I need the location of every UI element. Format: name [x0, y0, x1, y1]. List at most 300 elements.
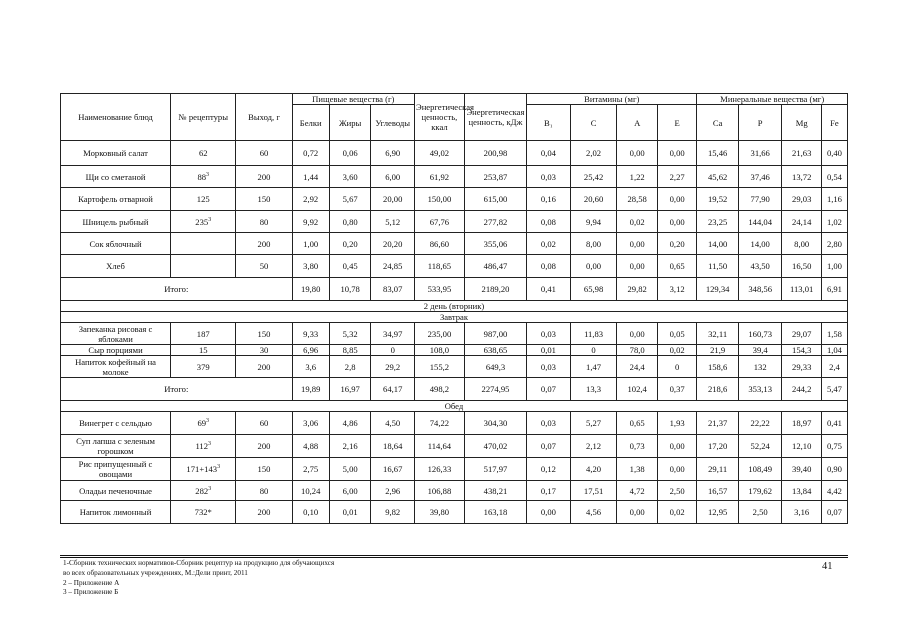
carbs-value: 20,20 — [371, 233, 415, 255]
total-row — [61, 378, 848, 401]
vit-e-value: 0,02 — [657, 501, 696, 524]
energy-kj-value: 163,18 — [464, 501, 526, 524]
protein-value: 9,33 — [292, 323, 329, 345]
recipe-number: $235^3$ — [171, 211, 236, 233]
min-p-value: 77,90 — [738, 188, 782, 211]
header-recipe-number: № рецептуры — [171, 94, 236, 141]
vit-b1-value: 0,03 — [527, 166, 571, 188]
header-carbs: Углеводы — [371, 105, 415, 141]
yield-value: 30 — [236, 345, 292, 356]
vit-b1-value: 0,16 — [527, 188, 571, 211]
total-energy-kj: 2189,20 — [464, 278, 526, 301]
vit-c-value: 2,12 — [570, 435, 617, 458]
min-mg-value: 29,07 — [782, 323, 821, 345]
min-p-value: 22,22 — [738, 412, 782, 435]
footnote-3: 3 – Приложение Б — [63, 588, 119, 597]
vit-a-value: 0,00 — [617, 233, 657, 255]
fat-value: 3,60 — [329, 166, 371, 188]
total-vit-e: 3,12 — [657, 278, 696, 301]
fat-value: 0,06 — [329, 141, 371, 166]
total-min-ca: 218,6 — [697, 378, 739, 401]
vit-b1-value: 0,07 — [527, 435, 571, 458]
vit-a-value: 4,72 — [617, 481, 657, 501]
energy-kj-value: 438,21 — [464, 481, 526, 501]
dish-name: Винегрет с сельдью — [61, 412, 171, 435]
yield-value: 60 — [236, 412, 292, 435]
header-min-fe: Fe — [821, 105, 847, 141]
energy-kcal-value: 235,00 — [415, 323, 465, 345]
total-energy-kcal: 498,2 — [415, 378, 465, 401]
total-carbs: 83,07 — [371, 278, 415, 301]
header-min-ca: Ca — [697, 105, 739, 141]
fat-value: 4,86 — [329, 412, 371, 435]
yield-value: 60 — [236, 141, 292, 166]
header-energy-kcal: Энергетическая ценность, ккал — [415, 94, 465, 141]
vit-b1-value: 0,03 — [527, 323, 571, 345]
vit-e-value: 2,27 — [657, 166, 696, 188]
yield-value: 200 — [236, 166, 292, 188]
vit-e-value: 1,93 — [657, 412, 696, 435]
section-row — [61, 312, 848, 323]
total-vit-c: 65,98 — [570, 278, 617, 301]
energy-kj-value: 470,02 — [464, 435, 526, 458]
energy-kj-value: 253,87 — [464, 166, 526, 188]
min-ca-value: 158,6 — [697, 356, 739, 378]
vit-b1-value: 0,12 — [527, 458, 571, 481]
protein-value: 9,92 — [292, 211, 329, 233]
dish-name: Сыр порциями — [61, 345, 171, 356]
vit-e-value: 0 — [657, 356, 696, 378]
vit-a-value: 1,38 — [617, 458, 657, 481]
yield-value: 200 — [236, 233, 292, 255]
energy-kcal-value: 39,80 — [415, 501, 465, 524]
total-min-fe: 6,91 — [821, 278, 847, 301]
total-min-p: 353,13 — [738, 378, 782, 401]
header-minerals: Минеральные вещества (мг) — [697, 94, 848, 105]
total-vit-b1: 0,41 — [527, 278, 571, 301]
recipe-number: 15 — [171, 345, 236, 356]
recipe-number: 732* — [171, 501, 236, 524]
min-mg-value: 29,03 — [782, 188, 821, 211]
table-row — [61, 323, 848, 345]
min-ca-value: 15,46 — [697, 141, 739, 166]
vit-c-value: 5,27 — [570, 412, 617, 435]
fat-value: 5,32 — [329, 323, 371, 345]
vit-a-value: 0,00 — [617, 323, 657, 345]
min-mg-value: 24,14 — [782, 211, 821, 233]
dish-name: Щи со сметаной — [61, 166, 171, 188]
header-vit-c: C — [570, 105, 617, 141]
fat-value: 2,16 — [329, 435, 371, 458]
fat-value: 0,80 — [329, 211, 371, 233]
min-p-value: 179,62 — [738, 481, 782, 501]
vit-b1-value: 0,03 — [527, 356, 571, 378]
table-row — [61, 481, 848, 501]
yield-value: 200 — [236, 435, 292, 458]
min-fe-value: 1,58 — [821, 323, 847, 345]
carbs-value: 2,96 — [371, 481, 415, 501]
vit-e-value: 2,50 — [657, 481, 696, 501]
vit-e-value: 0,65 — [657, 255, 696, 278]
min-mg-value: 13,84 — [782, 481, 821, 501]
energy-kcal-value: 108,0 — [415, 345, 465, 356]
dish-name: Морковный салат — [61, 141, 171, 166]
total-vit-e: 0,37 — [657, 378, 696, 401]
min-fe-value: 1,02 — [821, 211, 847, 233]
total-row — [61, 278, 848, 301]
min-mg-value: 12,10 — [782, 435, 821, 458]
yield-value: 80 — [236, 481, 292, 501]
dish-name: Суп лапша с зеленым горошком — [61, 435, 171, 458]
dish-name: Запеканка рисовая с яблоками — [61, 323, 171, 345]
min-p-value: 37,46 — [738, 166, 782, 188]
energy-kj-value: 517,97 — [464, 458, 526, 481]
vit-c-value: 4,56 — [570, 501, 617, 524]
vit-a-value: 78,0 — [617, 345, 657, 356]
energy-kcal-value: 150,00 — [415, 188, 465, 211]
dish-name: Рис припущенный с овощами — [61, 458, 171, 481]
recipe-number: 379 — [171, 356, 236, 378]
dish-name: Картофель отварной — [61, 188, 171, 211]
header-dish-name: Наименование блюд — [61, 94, 171, 141]
energy-kcal-value: 118,65 — [415, 255, 465, 278]
vit-b1-value: 0,01 — [527, 345, 571, 356]
header-min-p: P — [738, 105, 782, 141]
energy-kj-value: 277,82 — [464, 211, 526, 233]
recipe-number: $112^3$ — [171, 435, 236, 458]
energy-kj-value: 304,30 — [464, 412, 526, 435]
min-fe-value: 0,75 — [821, 435, 847, 458]
energy-kcal-value: 67,76 — [415, 211, 465, 233]
total-vit-a: 102,4 — [617, 378, 657, 401]
total-protein: 19,89 — [292, 378, 329, 401]
fat-value: 0,20 — [329, 233, 371, 255]
min-p-value: 39,4 — [738, 345, 782, 356]
dish-name: Сок яблочный — [61, 233, 171, 255]
vit-a-value: 0,73 — [617, 435, 657, 458]
vit-e-value: 0,05 — [657, 323, 696, 345]
min-ca-value: 21,37 — [697, 412, 739, 435]
total-energy-kj: 2274,95 — [464, 378, 526, 401]
carbs-value: 4,50 — [371, 412, 415, 435]
vit-b1-value: 0,00 — [527, 501, 571, 524]
protein-value: 1,44 — [292, 166, 329, 188]
page-rule-thick — [60, 555, 848, 556]
min-p-value: 43,50 — [738, 255, 782, 278]
fat-value: 6,00 — [329, 481, 371, 501]
energy-kcal-value: 155,2 — [415, 356, 465, 378]
energy-kj-value: 987,00 — [464, 323, 526, 345]
recipe-number: $88^3$ — [171, 166, 236, 188]
min-fe-value: 4,42 — [821, 481, 847, 501]
table-row — [61, 211, 848, 233]
vit-e-value: 0,00 — [657, 188, 696, 211]
total-min-mg: 113,01 — [782, 278, 821, 301]
dish-name: Напиток лимонный — [61, 501, 171, 524]
vit-a-value: 0,65 — [617, 412, 657, 435]
table-row — [61, 356, 848, 378]
day-title: 2 день (вторник) — [61, 301, 848, 312]
min-p-value: 2,50 — [738, 501, 782, 524]
min-mg-value: 18,97 — [782, 412, 821, 435]
protein-value: 1,00 — [292, 233, 329, 255]
min-p-value: 144,04 — [738, 211, 782, 233]
min-mg-value: 3,16 — [782, 501, 821, 524]
total-min-mg: 244,2 — [782, 378, 821, 401]
table-row — [61, 141, 848, 166]
recipe-number: 125 — [171, 188, 236, 211]
energy-kcal-value: 86,60 — [415, 233, 465, 255]
min-fe-value: 1,16 — [821, 188, 847, 211]
recipe-footnote-mark: 3 — [208, 216, 212, 223]
recipe-footnote-mark: 3 — [208, 441, 212, 448]
footnotes — [63, 559, 583, 598]
min-ca-value: 17,20 — [697, 435, 739, 458]
header-row — [61, 94, 848, 105]
vit-e-value: 0,00 — [657, 141, 696, 166]
vit-e-value: 0,02 — [657, 345, 696, 356]
energy-kcal-value: 49,02 — [415, 141, 465, 166]
vit-b1-value: 0,08 — [527, 211, 571, 233]
energy-kcal-value: 126,33 — [415, 458, 465, 481]
header-yield: Выход, г — [236, 94, 292, 141]
min-ca-value: 12,95 — [697, 501, 739, 524]
table-row — [61, 188, 848, 211]
min-p-value: 160,73 — [738, 323, 782, 345]
vit-b1-value: 0,17 — [527, 481, 571, 501]
min-fe-value: 0,54 — [821, 166, 847, 188]
min-ca-value: 21,9 — [697, 345, 739, 356]
footnote-1: 1-Сборник технических нормативов-Сборник рецептур на продукцию для обучающихся — [63, 559, 335, 567]
page-number: 41 — [822, 561, 833, 572]
protein-value: 3,06 — [292, 412, 329, 435]
vit-c-value: 25,42 — [570, 166, 617, 188]
yield-value: 150 — [236, 458, 292, 481]
vit-a-value: 0,00 — [617, 141, 657, 166]
total-min-p: 348,56 — [738, 278, 782, 301]
header-protein: Белки — [292, 105, 329, 141]
total-fat: 10,78 — [329, 278, 371, 301]
header-energy-kj: Энергетическая ценность, кДж — [464, 94, 526, 141]
vit-c-value: 2,02 — [570, 141, 617, 166]
vit-e-value: 0,00 — [657, 435, 696, 458]
header-vit-a: A — [617, 105, 657, 141]
vit-b1-value: 0,03 — [527, 412, 571, 435]
page-rule-thin — [60, 557, 848, 558]
carbs-value: 6,90 — [371, 141, 415, 166]
meal-title-breakfast: Завтрак — [61, 312, 848, 323]
vit-c-value: 0,00 — [570, 255, 617, 278]
yield-value: 80 — [236, 211, 292, 233]
recipe-number — [171, 233, 236, 255]
table-row — [61, 255, 848, 278]
energy-kj-value: 649,3 — [464, 356, 526, 378]
total-protein: 19,80 — [292, 278, 329, 301]
yield-value: 200 — [236, 356, 292, 378]
min-fe-value: 2,80 — [821, 233, 847, 255]
protein-value: 3,80 — [292, 255, 329, 278]
energy-kj-value: 355,06 — [464, 233, 526, 255]
energy-kj-value: 638,65 — [464, 345, 526, 356]
total-min-fe: 5,47 — [821, 378, 847, 401]
vit-c-value: 8,00 — [570, 233, 617, 255]
total-label: Итого: — [61, 378, 293, 401]
carbs-value: 0 — [371, 345, 415, 356]
min-mg-value: 154,3 — [782, 345, 821, 356]
recipe-footnote-mark: 3 — [206, 171, 210, 178]
min-ca-value: 23,25 — [697, 211, 739, 233]
min-fe-value: 2,4 — [821, 356, 847, 378]
min-p-value: 52,24 — [738, 435, 782, 458]
table-row — [61, 458, 848, 481]
min-fe-value: 1,00 — [821, 255, 847, 278]
total-vit-c: 13,3 — [570, 378, 617, 401]
energy-kcal-value: 61,92 — [415, 166, 465, 188]
protein-value: 2,75 — [292, 458, 329, 481]
carbs-value: 24,85 — [371, 255, 415, 278]
protein-value: 10,24 — [292, 481, 329, 501]
min-mg-value: 16,50 — [782, 255, 821, 278]
recipe-footnote-mark: 3 — [217, 464, 221, 471]
fat-value: 5,00 — [329, 458, 371, 481]
section-row — [61, 301, 848, 312]
energy-kj-value: 200,98 — [464, 141, 526, 166]
vit-a-value: 28,58 — [617, 188, 657, 211]
vit-c-value: 4,20 — [570, 458, 617, 481]
carbs-value: 9,82 — [371, 501, 415, 524]
vit-a-value: 0,00 — [617, 501, 657, 524]
recipe-number — [171, 255, 236, 278]
total-vit-a: 29,82 — [617, 278, 657, 301]
energy-kj-value: 486,47 — [464, 255, 526, 278]
footnote-1-cont: во всех образовательных учреждениях, М.:Дели принт, 2011 — [63, 568, 248, 577]
recipe-footnote-mark: 3 — [208, 485, 212, 492]
carbs-value: 16,67 — [371, 458, 415, 481]
section-row — [61, 401, 848, 412]
protein-value: 6,96 — [292, 345, 329, 356]
footnote-2: 2 – Приложение А — [63, 578, 120, 587]
vit-b1-value: 0,02 — [527, 233, 571, 255]
carbs-value: 20,00 — [371, 188, 415, 211]
vit-b1-value: 0,08 — [527, 255, 571, 278]
table-body — [61, 94, 848, 524]
vit-a-value: 0,00 — [617, 255, 657, 278]
yield-value: 200 — [236, 501, 292, 524]
carbs-value: 29,2 — [371, 356, 415, 378]
min-ca-value: 29,11 — [697, 458, 739, 481]
min-mg-value: 8,00 — [782, 233, 821, 255]
recipe-footnote-mark: 3 — [206, 418, 210, 425]
table-row — [61, 412, 848, 435]
carbs-value: 34,97 — [371, 323, 415, 345]
min-ca-value: 11,50 — [697, 255, 739, 278]
min-ca-value: 19,52 — [697, 188, 739, 211]
protein-value: 4,88 — [292, 435, 329, 458]
nutrition-table — [60, 93, 848, 524]
header-nutrients: Пищевые вещества (г) — [292, 94, 415, 105]
min-mg-value: 29,33 — [782, 356, 821, 378]
vit-c-value: 17,51 — [570, 481, 617, 501]
total-fat: 16,97 — [329, 378, 371, 401]
min-mg-value: 13,72 — [782, 166, 821, 188]
total-carbs: 64,17 — [371, 378, 415, 401]
vit-c-value: 11,83 — [570, 323, 617, 345]
header-fat: Жиры — [329, 105, 371, 141]
table-row — [61, 501, 848, 524]
vit-e-value: 0,00 — [657, 211, 696, 233]
dish-name: Хлеб — [61, 255, 171, 278]
min-fe-value: 1,04 — [821, 345, 847, 356]
min-fe-value: 0,40 — [821, 141, 847, 166]
min-ca-value: 45,62 — [697, 166, 739, 188]
vit-b1-value: 0,04 — [527, 141, 571, 166]
energy-kcal-value: 114,64 — [415, 435, 465, 458]
carbs-value: 5,12 — [371, 211, 415, 233]
carbs-value: 18,64 — [371, 435, 415, 458]
dish-name: Оладьи печеночные — [61, 481, 171, 501]
energy-kcal-value: 106,88 — [415, 481, 465, 501]
table-row — [61, 166, 848, 188]
min-ca-value: 32,11 — [697, 323, 739, 345]
min-p-value: 14,00 — [738, 233, 782, 255]
min-fe-value: 0,07 — [821, 501, 847, 524]
dish-name: Шницель рыбный — [61, 211, 171, 233]
fat-value: 8,85 — [329, 345, 371, 356]
fat-value: 0,45 — [329, 255, 371, 278]
vit-a-value: 0,02 — [617, 211, 657, 233]
min-fe-value: 0,90 — [821, 458, 847, 481]
header-vit-e: E — [657, 105, 696, 141]
header-vitamins: Витамины (мг) — [527, 94, 697, 105]
vit-c-value: 0 — [570, 345, 617, 356]
energy-kcal-value: 74,22 — [415, 412, 465, 435]
dish-name: Напиток кофейный на молоке — [61, 356, 171, 378]
min-p-value: 132 — [738, 356, 782, 378]
recipe-number: $282^3$ — [171, 481, 236, 501]
min-ca-value: 16,57 — [697, 481, 739, 501]
vit-e-value: 0,00 — [657, 458, 696, 481]
total-energy-kcal: 533,95 — [415, 278, 465, 301]
protein-value: 0,72 — [292, 141, 329, 166]
fat-value: 2,8 — [329, 356, 371, 378]
recipe-number: 62 — [171, 141, 236, 166]
min-mg-value: 39,40 — [782, 458, 821, 481]
fat-value: 0,01 — [329, 501, 371, 524]
energy-kj-value: 615,00 — [464, 188, 526, 211]
yield-value: 50 — [236, 255, 292, 278]
vit-a-value: 24,4 — [617, 356, 657, 378]
header-vit-b1: B₁ — [527, 105, 571, 141]
min-p-value: 31,66 — [738, 141, 782, 166]
min-mg-value: 21,63 — [782, 141, 821, 166]
vit-e-value: 0,20 — [657, 233, 696, 255]
total-vit-b1: 0,07 — [527, 378, 571, 401]
protein-value: 0,10 — [292, 501, 329, 524]
recipe-number: $69^3$ — [171, 412, 236, 435]
total-min-ca: 129,34 — [697, 278, 739, 301]
meal-title-lunch: Обед — [61, 401, 848, 412]
carbs-value: 6,00 — [371, 166, 415, 188]
header-min-mg: Mg — [782, 105, 821, 141]
yield-value: 150 — [236, 188, 292, 211]
min-fe-value: 0,41 — [821, 412, 847, 435]
min-ca-value: 14,00 — [697, 233, 739, 255]
total-label: Итого: — [61, 278, 293, 301]
table-row — [61, 435, 848, 458]
recipe-number: 187 — [171, 323, 236, 345]
recipe-number: $171+143^3$ — [171, 458, 236, 481]
min-p-value: 108,49 — [738, 458, 782, 481]
